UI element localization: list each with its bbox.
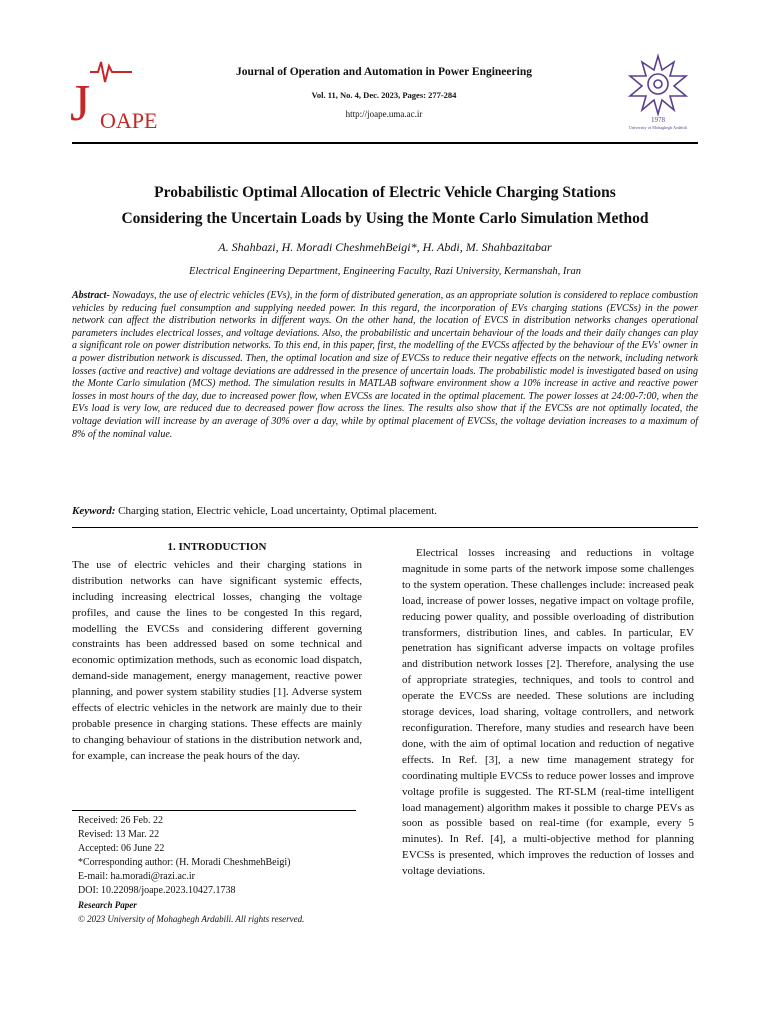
keyword-label: Keyword: [72, 505, 116, 517]
journal-url: http://joape.uma.ac.ir [345, 109, 423, 119]
page-header [0, 40, 768, 144]
accepted-date: Accepted: 06 June 22 [78, 843, 165, 854]
joape-logo [68, 56, 164, 136]
copyright: © 2023 University of Mohaghegh Ardabili. All rights reserved. [78, 914, 305, 924]
logo-text: OAPE [100, 108, 158, 133]
title-line-2: Considering the Uncertain Loads by Using the Monte Carlo Simulation Method [121, 210, 649, 227]
footnote-divider [72, 810, 356, 811]
paper-type: Research Paper [78, 900, 137, 910]
journal-name: Journal of Operation and Automation in Power Engineering [236, 66, 532, 78]
doi: DOI: 10.22098/joape.2023.10427.1738 [78, 885, 236, 896]
journal-info [180, 66, 588, 119]
paper-authors: A. Shahbazi, H. Moradi CheshmehBeigi*, H. Abdi, M. Shahbazitabar [218, 240, 552, 254]
author-email: E-mail: ha.moradi@razi.ac.ir [78, 871, 195, 882]
title-line-1: Probabilistic Optimal Allocation of Electric Vehicle Charging Stations [154, 184, 616, 201]
paper-title [72, 180, 698, 232]
keyword-text: Charging station, Electric vehicle, Load uncertainty, Optimal placement. [115, 505, 438, 517]
header-divider [72, 142, 698, 144]
abstract [72, 290, 698, 441]
intro-paragraph-2: Electrical losses increasing and reductions in voltage magnitude in some parts of the network impose some challenges to the system operation. These challenges include: increased peak load, increase of power losses, negative impact on voltage profile, reducing power quality, and possible overloading of distribution transformers, distribution lines, and cables. In particular, EV penetration has significant adverse impacts on voltage profiles and distribution network losses [2]. Therefore, analysing the use of appropriate strategies, techniques, and tools to control and operate the EVCSs are needed. These solutions are including storage devices, load sharing, voltage controllers, and network reconfiguration. Therefore, many studies and research have been done, with the aim of optimal location and reduction of negative effects. In Ref. [3], a new time management strategy for coordinating multiple EVCSs to reduce power losses and improve voltage profile is suggested. The RT-SLM (real-time intelligent load management) algorithm makes it possible to charge PEVs as soon as possible based on real-time (for example, every 5 minutes). In Ref. [4], a multi-objective method for planning EVCSs is presented, which improves the reduction of losses and voltage deviations. [402, 547, 694, 878]
received-date: Received: 26 Feb. 22 [78, 815, 163, 826]
right-column [402, 546, 694, 880]
joape-logo-icon [68, 56, 164, 136]
footnotes [78, 814, 368, 926]
seal-year: 1978 [651, 116, 665, 124]
logo-letter: J [70, 75, 91, 132]
revised-date: Revised: 13 Mar. 22 [78, 829, 160, 840]
abstract-label: Abstract- [72, 290, 110, 301]
university-seal [618, 50, 698, 130]
left-column [72, 540, 362, 765]
intro-paragraph-1: The use of electric vehicles and their charging stations in distribution networks can have significant systemic effects, including increasing electrical losses, changing the voltage profiles, and cause the lines to be congested In this regard, modelling the EVCSs and considering different governing constraints has been addressed based on some technical and economic optimization methods, such as economic load dispatch, demand-side management, energy management, reactive power planning, and power system stability studies [1]. Adverse system effects of electric vehicles in the network are mainly due to their probable presence in charging stations. These effects are mainly to changing behaviour of stations in the distribution network and, for example, can increase the peak hours of the day. [72, 558, 362, 762]
section-heading-introduction: 1. INTRODUCTION [167, 541, 267, 553]
seal-text: University of Mohaghegh Ardabili [628, 125, 688, 130]
paper-affiliation: Electrical Engineering Department, Engineering Faculty, Razi University, Kermanshah, Iran [189, 266, 581, 277]
corresponding-author: *Corresponding author: (H. Moradi CheshmehBeigi) [78, 857, 291, 868]
body-divider [72, 527, 698, 528]
keywords [72, 505, 698, 517]
journal-volume: Vol. 11, No. 4, Dec. 2023, Pages: 277-284 [311, 90, 457, 100]
abstract-text: Nowadays, the use of electric vehicles (EVs), in the form of distributed generation, as an appropriate solution is considered to replace combustion vehicles by reducing fuel consumption and supplying needed power. In this regard, the incorporation of EVs charging stations (EVCSs) in the power network can affect the distribution networks in different ways. On the other hand, the location of EVCS in distribution networks changes operational parameters includes electrical losses, and voltage deviations. Also, the probabilistic and uncertain behaviour of the loads and their daily changes can play a significant role on power distribution networks. To this end, in this paper, first, the modelling of the EVCSs affected by the behaviour of the EVs' owner in a power distribution network is discussed. Then, the optimal location and size of EVCSs to reduce their negative effects on the network, including network losses (active and reactive) and voltage deviations are addressed in the presence of uncertain loads. The probabilistic model is investigated based on using the Monte Carlo simulation (MCS) method. The simulation results in MATLAB software environment show a 10% increase in active and reactive power losses in most hours of the day, due to increased power flow, when EVCSs are located in the optimal placement. The power losses at 24:00-7:00, when the EVs load is very low, are reduced due to decreased power flow across the lines. The results also show that if the EVCSs are not optimally located, the voltage deviation will increase by an average of 30% over a day, while by optimal placement of EVCSs, the voltage deviation increases to a maximum of 8% of the nominal value. [72, 290, 698, 440]
seal-icon [618, 50, 698, 130]
